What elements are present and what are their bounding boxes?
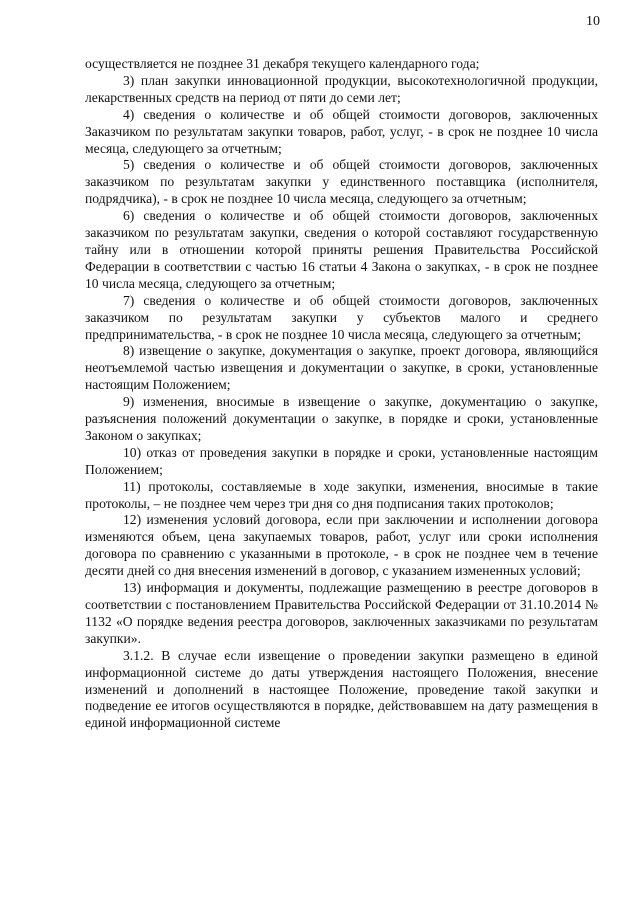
paragraph-item-10: 10) отказ от проведения закупки в порядке и сроки, установленные настоящим Положением; <box>85 444 598 477</box>
paragraph-item-11: 11) протоколы, составляемые в ходе закупки, изменения, вносимые в такие протоколы, – не позднее чем через три дня со дня подписания таких протоколов; <box>85 478 598 511</box>
paragraph-item-7: 7) сведения о количестве и об общей стоимости договоров, заключенных заказчиком по результатам закупки у субъектов малого и среднего предпринимательства, - в срок не позднее 10 числа месяца, следующего за отчетным; <box>85 292 598 342</box>
paragraph-section-3-1-2: 3.1.2. В случае если извещение о проведении закупки размещено в единой информационной системе до даты утверждения настоящего Положения, внесение изменений и дополнений в настоящее Положение, проведение такой закупки и подведение ее итогов осуществляются в порядке, действовавшем на дату размещения в единой информационной системе <box>85 647 598 731</box>
paragraph-continuation: осуществляется не позднее 31 декабря текущего календарного года; <box>85 56 480 71</box>
paragraph-item-4: 4) сведения о количестве и об общей стоимости договоров, заключенных Заказчиком по результатам закупки товаров, работ, услуг, - в срок не позднее 10 числа месяца, следующего за отчетным; <box>85 106 598 156</box>
paragraph-item-5: 5) сведения о количестве и об общей стоимости договоров, заключенных заказчиком по результатам закупки у единственного поставщика (исполнителя, подрядчика), - в срок не позднее 10 числа месяца, следующего за отчетным; <box>85 157 598 207</box>
paragraph-item-8: 8) извещение о закупке, документация о закупке, проект договора, являющийся неотъемлемой частью извещения и документации о закупке, в сроки, установленные настоящим Положением; <box>85 343 598 393</box>
paragraph-item-12: 12) изменения условий договора, если при заключении и исполнении договора изменяются объем, цена закупаемых товаров, работ, услуг или сроки исполнения договора по сравнению с указанными в протоколе, - в срок не позднее чем в течение десяти дней со дня внесения изменений в договор, с указанием измененных условий; <box>85 512 598 579</box>
paragraph-item-13: 13) информация и документы, подлежащие размещению в реестре договоров в соответствии с постановлением Правительства Российской Федерации от 31.10.2014 № 1132 «О порядке ведения реестра договоров, заключенных заказчиками по результатам закупки». <box>85 580 598 646</box>
paragraph-item-6: 6) сведения о количестве и об общей стоимости договоров, заключенных заказчиком по результатам закупки, сведения о которой составляют государственную тайну или в отношении которой приняты решения Правительства Российской Федерации в соответствии с частью 16 статьи 4 Закона о закупках, - в срок не позднее 10 числа месяца, следующего за отчетным; <box>85 208 598 291</box>
paragraph-item-3: 3) план закупки инновационной продукции, высокотехнологичной продукции, лекарственных средств на период от пяти до семи лет; <box>85 72 598 105</box>
page-number: 10 <box>586 14 600 29</box>
document-body <box>85 56 598 732</box>
paragraph-item-9: 9) изменения, вносимые в извещение о закупке, документацию о закупке, разъяснения положений документации о закупке, в порядке и сроки, установленные Законом о закупках; <box>85 394 598 443</box>
